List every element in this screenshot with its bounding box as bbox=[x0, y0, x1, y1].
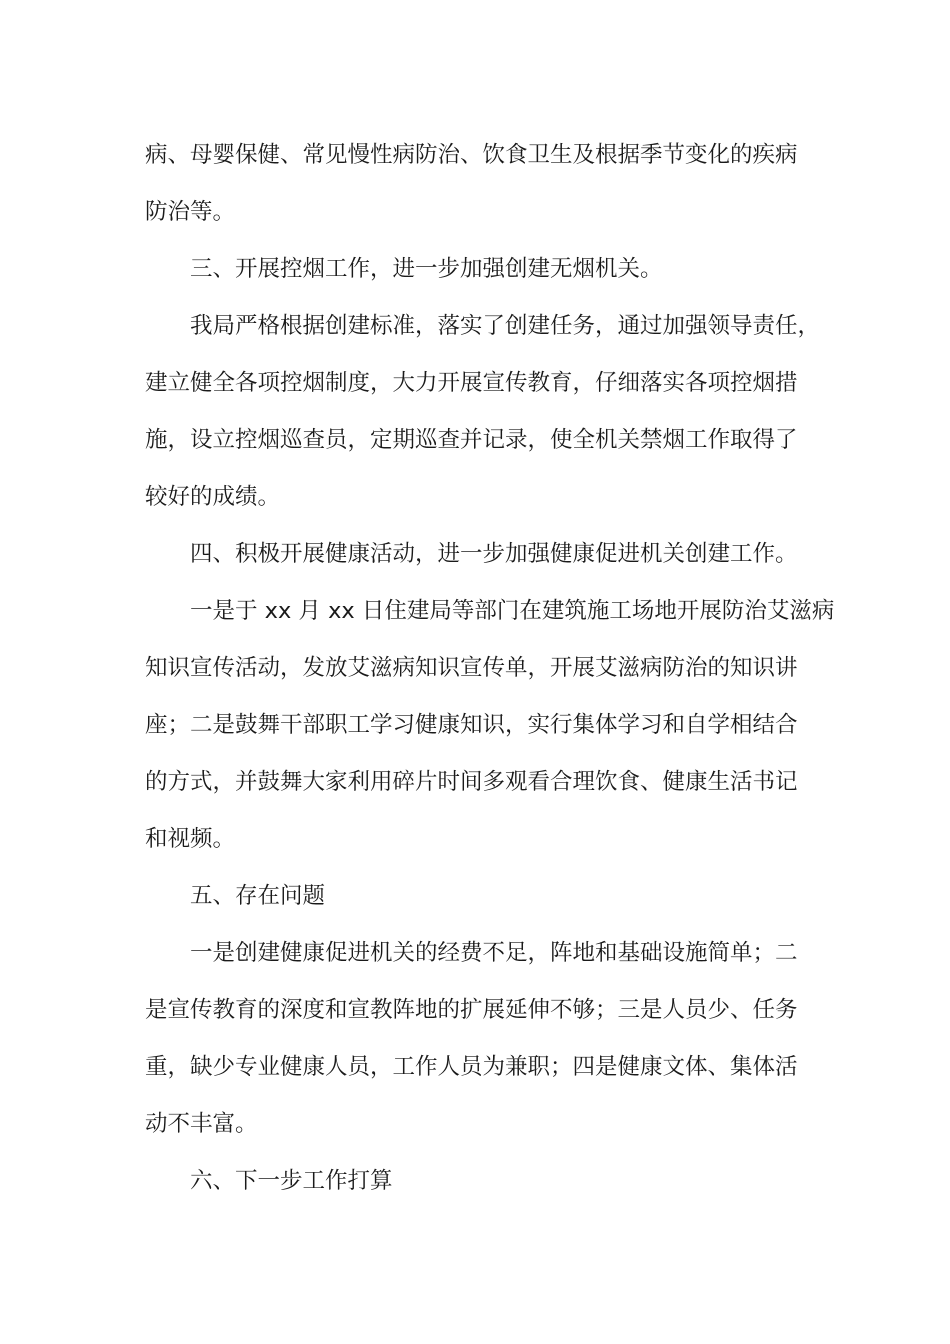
text-line: 座；二是鼓舞干部职工学习健康知识，实行集体学习和自学相结合 bbox=[145, 712, 798, 738]
text-line: 建立健全各项控烟制度，大力开展宣传教育，仔细落实各项控烟措 bbox=[145, 370, 798, 396]
text-line: 知识宣传活动，发放艾滋病知识宣传单，开展艾滋病防治的知识讲 bbox=[145, 655, 798, 681]
text-line: 施，设立控烟巡查员，定期巡查并记录，使全机关禁烟工作取得了 bbox=[145, 427, 798, 453]
text-line: 的方式，并鼓舞大家利用碎片时间多观看合理饮食、健康生活书记 bbox=[145, 769, 798, 795]
text-line: 我局严格根据创建标准，落实了创建任务，通过加强领导责任， bbox=[190, 313, 821, 339]
paragraph-continued bbox=[145, 127, 807, 241]
text-line: 病、母婴保健、常见慢性病防治、饮食卫生及根据季节变化的疾病 bbox=[145, 142, 798, 168]
heading-text: 六、下一步工作打算 bbox=[190, 1168, 393, 1194]
heading-text: 三、开展控烟工作，进一步加强创建无烟机关。 bbox=[190, 256, 663, 282]
document-body bbox=[145, 127, 835, 1210]
section-heading-6 bbox=[145, 1153, 807, 1210]
text-line: 动不丰富。 bbox=[145, 1111, 258, 1137]
heading-text: 四、积极开展健康活动，进一步加强健康促进机关创建工作。 bbox=[190, 541, 798, 567]
text-line: 防治等。 bbox=[145, 199, 236, 225]
section-heading-5 bbox=[145, 868, 807, 925]
section-heading-4 bbox=[145, 526, 807, 583]
text-line: 是宣传教育的深度和宣教阵地的扩展延伸不够；三是人员少、任务 bbox=[145, 997, 798, 1023]
text-line: 和视频。 bbox=[145, 826, 236, 852]
paragraph-health-activities bbox=[145, 583, 835, 868]
text-line: 重，缺少专业健康人员，工作人员为兼职；四是健康文体、集体活 bbox=[145, 1054, 798, 1080]
paragraph-problems bbox=[145, 925, 807, 1153]
heading-text: 五、存在问题 bbox=[190, 883, 326, 909]
text-line: 一是创建健康促进机关的经费不足，阵地和基础设施简单；二 bbox=[190, 940, 798, 966]
paragraph-smoke-control bbox=[145, 298, 821, 526]
section-heading-3 bbox=[145, 241, 807, 298]
text-line: 较好的成绩。 bbox=[145, 484, 281, 510]
text-line: 一是于 xx 月 xx 日住建局等部门在建筑施工场地开展防治艾滋病 bbox=[190, 598, 835, 624]
